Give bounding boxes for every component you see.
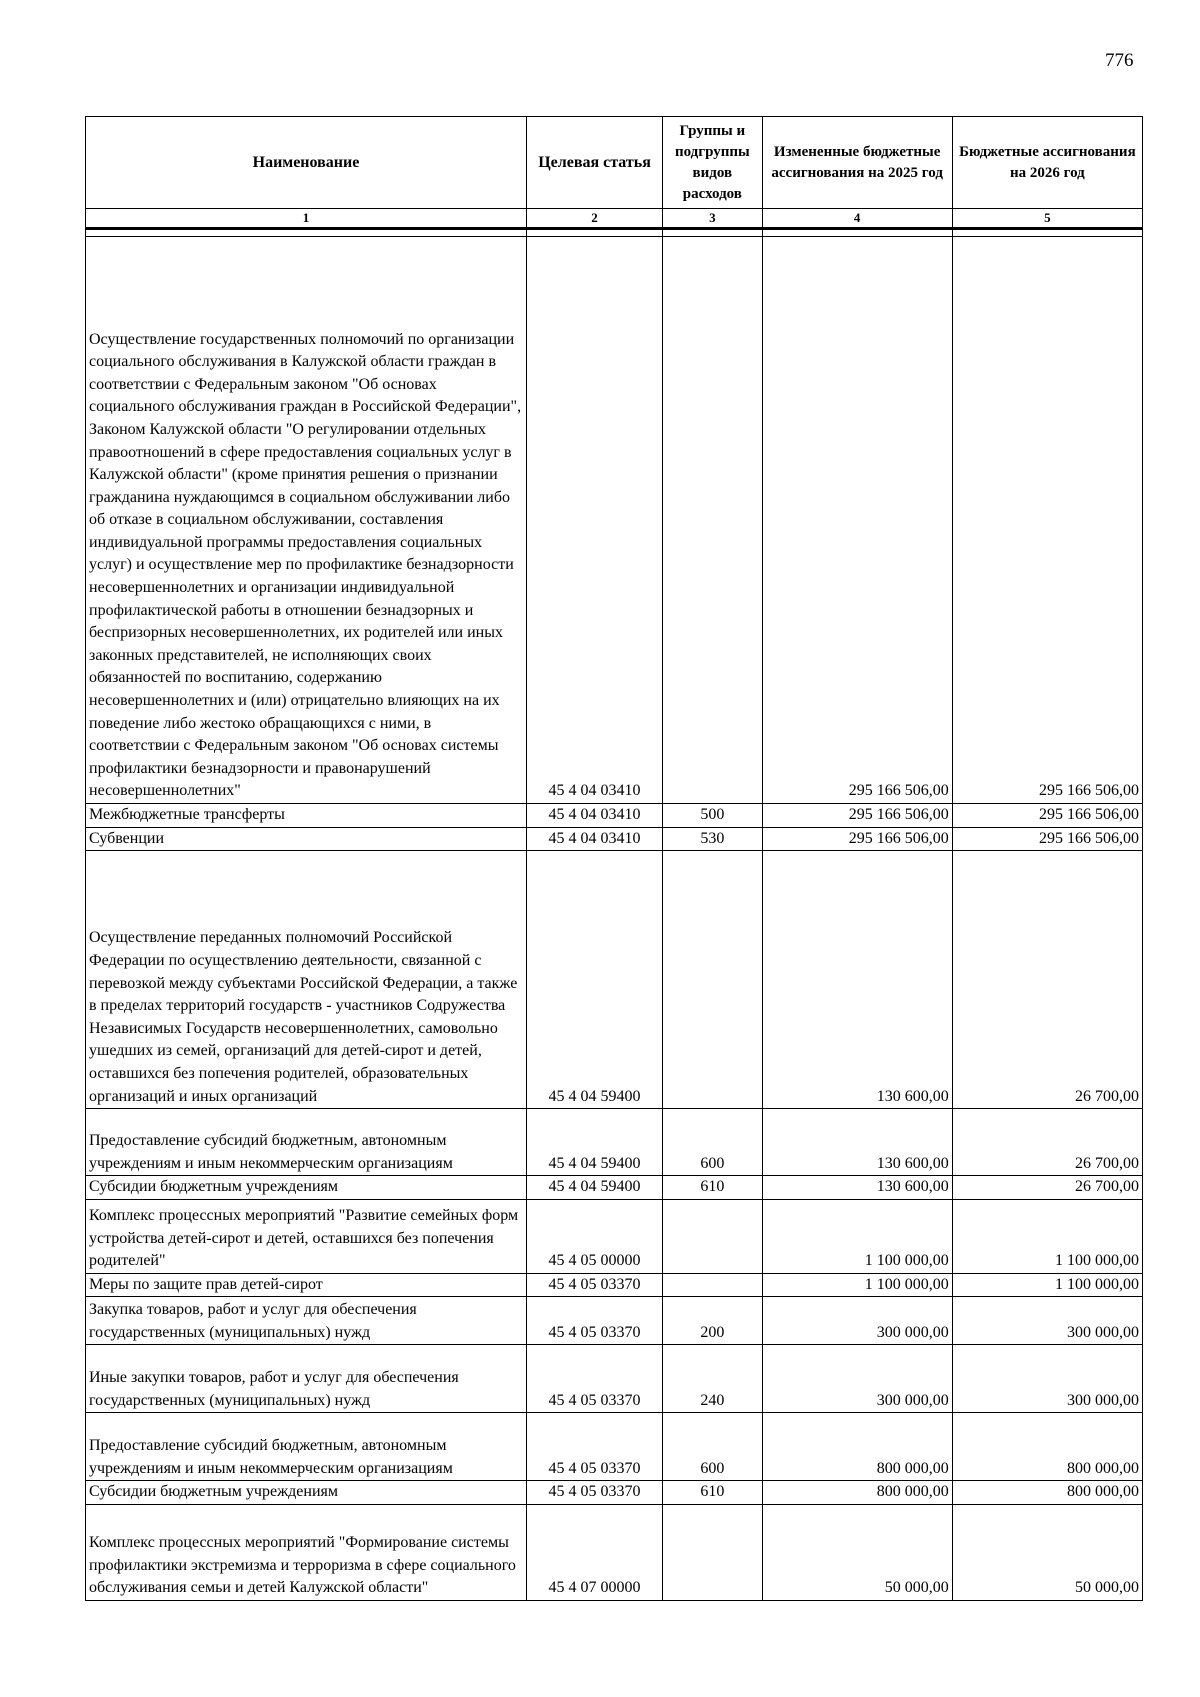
row-amount-2026: 50 000,00 <box>952 1504 1142 1600</box>
row-group: 530 <box>663 827 762 851</box>
row-amount-2025: 1 100 000,00 <box>762 1273 952 1297</box>
row-name: Субвенции <box>86 827 527 851</box>
header-amount-2026: Бюджетные ассигнования на 2026 год <box>952 117 1142 209</box>
table-row <box>86 1297 1143 1345</box>
row-code: 45 4 04 03410 <box>526 237 662 804</box>
row-amount-2025: 800 000,00 <box>762 1481 952 1505</box>
row-code: 45 4 04 59400 <box>526 1176 662 1200</box>
budget-table <box>85 116 1143 1601</box>
row-amount-2025: 295 166 506,00 <box>762 804 952 828</box>
row-amount-2026: 300 000,00 <box>952 1297 1142 1345</box>
row-group: 610 <box>663 1481 762 1505</box>
row-amount-2026: 26 700,00 <box>952 1176 1142 1200</box>
row-group: 600 <box>663 1413 762 1481</box>
table-row <box>86 1413 1143 1481</box>
row-amount-2026: 295 166 506,00 <box>952 827 1142 851</box>
row-amount-2026: 1 100 000,00 <box>952 1273 1142 1297</box>
row-code: 45 4 07 00000 <box>526 1504 662 1600</box>
table-row <box>86 1345 1143 1413</box>
column-number: 3 <box>663 209 762 229</box>
row-name: Предоставление субсидий бюджетным, автономным учреждениям и иным некоммерческим организациям <box>86 1109 527 1176</box>
column-number: 2 <box>526 209 662 229</box>
row-amount-2025: 130 600,00 <box>762 851 952 1109</box>
spacer-row <box>86 229 1143 237</box>
row-code: 45 4 05 00000 <box>526 1199 662 1273</box>
header-code: Целевая статья <box>526 117 662 209</box>
header-amount-2025: Измененные бюджетные ассигнования на 2025 год <box>762 117 952 209</box>
row-code: 45 4 04 59400 <box>526 851 662 1109</box>
row-code: 45 4 05 03370 <box>526 1273 662 1297</box>
row-code: 45 4 04 59400 <box>526 1109 662 1176</box>
header-name: Наименование <box>86 117 527 209</box>
table-header-row <box>86 117 1143 209</box>
row-name: Осуществление переданных полномочий Российской Федерации по осуществлению деятельности, связанной с перевозкой между субъектами Российской Федерации, а также в пределах территорий государств - участников Содружества Независимых Государств несовершеннолетних, самовольно ушедших из семей, организаций для детей-сирот и детей, оставшихся без попечения родителей, образовательных организаций и иных организаций <box>86 851 527 1109</box>
row-group <box>663 237 762 804</box>
row-amount-2026: 295 166 506,00 <box>952 237 1142 804</box>
table-row <box>86 1273 1143 1297</box>
column-number: 4 <box>762 209 952 229</box>
row-code: 45 4 05 03370 <box>526 1345 662 1413</box>
row-group: 200 <box>663 1297 762 1345</box>
row-group: 600 <box>663 1109 762 1176</box>
row-group: 610 <box>663 1176 762 1200</box>
column-number: 5 <box>952 209 1142 229</box>
row-amount-2025: 295 166 506,00 <box>762 827 952 851</box>
row-code: 45 4 05 03370 <box>526 1297 662 1345</box>
row-name: Комплекс процессных мероприятий "Формирование системы профилактики экстремизма и терроризма в сфере социального обслуживания семьи и детей Калужской области" <box>86 1504 527 1600</box>
row-group: 500 <box>663 804 762 828</box>
row-amount-2025: 800 000,00 <box>762 1413 952 1481</box>
table-row <box>86 1109 1143 1176</box>
row-amount-2026: 295 166 506,00 <box>952 804 1142 828</box>
row-amount-2026: 26 700,00 <box>952 1109 1142 1176</box>
row-group <box>663 851 762 1109</box>
row-group: 240 <box>663 1345 762 1413</box>
row-name: Иные закупки товаров, работ и услуг для обеспечения государственных (муниципальных) нужд <box>86 1345 527 1413</box>
row-amount-2025: 130 600,00 <box>762 1109 952 1176</box>
page-number: 776 <box>1105 50 1134 71</box>
table-row <box>86 827 1143 851</box>
row-name: Субсидии бюджетным учреждениям <box>86 1176 527 1200</box>
row-amount-2026: 800 000,00 <box>952 1481 1142 1505</box>
table-row <box>86 851 1143 1109</box>
row-amount-2025: 130 600,00 <box>762 1176 952 1200</box>
row-group <box>663 1504 762 1600</box>
row-name: Осуществление государственных полномочий по организации социального обслуживания в Калужской области граждан в соответствии с Федеральным законом "Об основах социального обслуживания граждан в Российской Федерации", Законом Калужской области "О регулировании отдельных правоотношений в сфере предоставления социальных услуг в Калужской области" (кроме принятия решения о признании гражданина нуждающимся в социальном обслуживании либо об отказе в социальном обслуживании, составления индивидуальной программы предоставления социальных услуг) и осуществление мер по профилактике безнадзорности несовершеннолетних и организации индивидуальной профилактической работы в отношении безнадзорных и беспризорных несовершеннолетних, их родителей или иных законных представителей, не исполняющих своих обязанностей по воспитанию, содержанию несовершеннолетних и (или) отрицательно влияющих на их поведение либо жестоко обращающихся с ними, в соответствии с Федеральным законом "Об основах системы профилактики безнадзорности и правонарушений несовершеннолетних" <box>86 237 527 804</box>
row-group <box>663 1199 762 1273</box>
table-row <box>86 1176 1143 1200</box>
row-amount-2025: 1 100 000,00 <box>762 1199 952 1273</box>
column-number-row <box>86 209 1143 229</box>
table-row <box>86 804 1143 828</box>
row-code: 45 4 05 03370 <box>526 1481 662 1505</box>
table-row <box>86 1199 1143 1273</box>
row-code: 45 4 05 03370 <box>526 1413 662 1481</box>
row-code: 45 4 04 03410 <box>526 827 662 851</box>
table-row <box>86 237 1143 804</box>
row-amount-2026: 300 000,00 <box>952 1345 1142 1413</box>
row-amount-2025: 295 166 506,00 <box>762 237 952 804</box>
row-amount-2026: 26 700,00 <box>952 851 1142 1109</box>
column-number: 1 <box>86 209 527 229</box>
row-name: Меры по защите прав детей-сирот <box>86 1273 527 1297</box>
row-group <box>663 1273 762 1297</box>
header-group: Группы и подгруппы видов расходов <box>663 117 762 209</box>
table-row <box>86 1481 1143 1505</box>
row-name: Предоставление субсидий бюджетным, автономным учреждениям и иным некоммерческим организациям <box>86 1413 527 1481</box>
row-name: Субсидии бюджетным учреждениям <box>86 1481 527 1505</box>
row-amount-2026: 800 000,00 <box>952 1413 1142 1481</box>
row-name: Комплекс процессных мероприятий "Развитие семейных форм устройства детей-сирот и детей, оставшихся без попечения родителей" <box>86 1199 527 1273</box>
row-amount-2025: 300 000,00 <box>762 1297 952 1345</box>
table-row <box>86 1504 1143 1600</box>
row-name: Межбюджетные трансферты <box>86 804 527 828</box>
row-amount-2025: 50 000,00 <box>762 1504 952 1600</box>
row-amount-2025: 300 000,00 <box>762 1345 952 1413</box>
row-code: 45 4 04 03410 <box>526 804 662 828</box>
row-amount-2026: 1 100 000,00 <box>952 1199 1142 1273</box>
row-name: Закупка товаров, работ и услуг для обеспечения государственных (муниципальных) нужд <box>86 1297 527 1345</box>
